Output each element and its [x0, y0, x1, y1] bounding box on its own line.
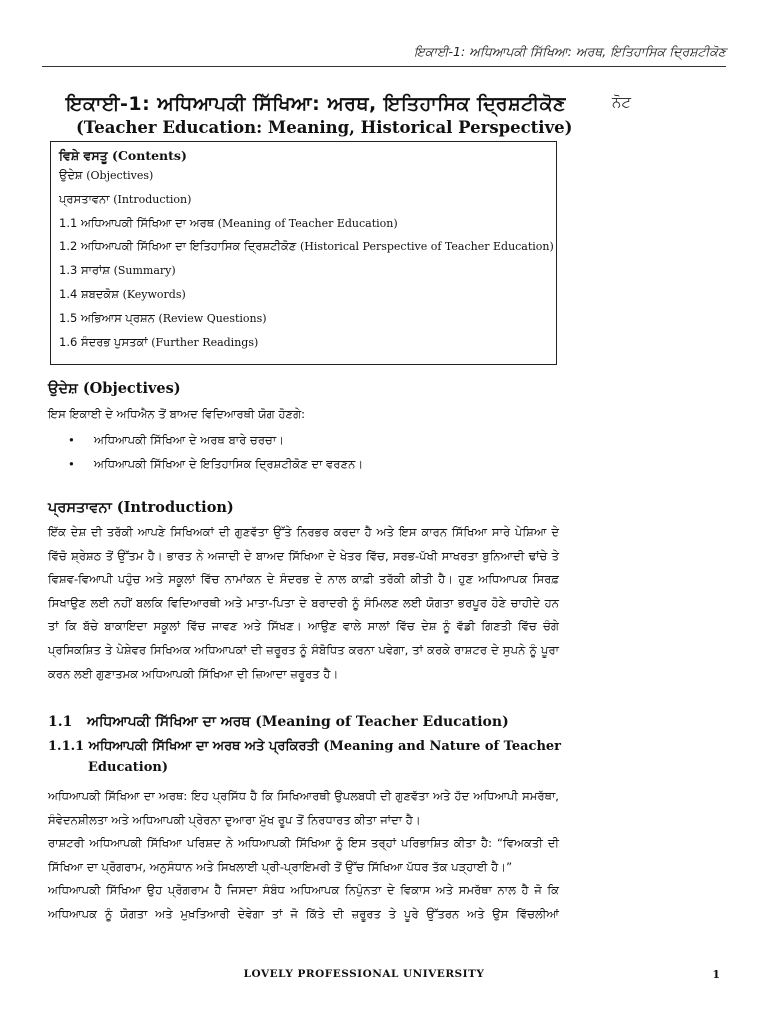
section-1-1-1-paragraph	[48, 785, 559, 927]
contents-item-english: (Historical Perspective of Teacher Education)	[299, 240, 554, 254]
paragraph-line: ਪ੍ਰਸਿਕਸ਼ਿਤ ਤੇ ਪੇਸ਼ੇਵਰ ਸਿਖਿਅਕ ਅਧਿਆਪਕਾਂ ਦੀ ਜ਼ਰੂਰਤ ਨੂੰ ਸੰਬੋਧਿਤ ਕਰਨਾ ਪਵੇਗਾ, ਤਾਂ ਕਰਕੇ ਰਾਸ਼ਟਰ ਦੇ ਸੁਪਨੇ ਨੂੰ ਪੂਰਾ	[48, 642, 559, 657]
contents-item	[59, 259, 548, 283]
contents-item-punjabi: 1.4 ਸ਼ਬਦਕੋਸ਼	[59, 286, 119, 301]
paragraph-line: ਸਿਖਾਉਣ ਲਈ ਨਹੀਂ ਬਲਕਿ ਵਿਦਿਆਰਥੀ ਅਤੇ ਮਾਤਾ-ਪਿਤਾ ਦੇ ਬਰਾਦਰੀ ਨੂੰ ਸੰਮਿਲਣ ਲਈ ਯੋਗਤਾ ਭਰਪੂਰ ਹੋਣੇ ਚਾਹੀਦੇ ਹਨ	[48, 595, 559, 610]
contents-item-english: (Objectives)	[86, 169, 154, 182]
section-number: 1.1	[48, 714, 73, 730]
contents-item	[59, 331, 548, 355]
paragraph-line: ਇੱਕ ਦੇਸ਼ ਦੀ ਤਰੱਕੀ ਆਪਣੇ ਸਿਖਿਅਕਾਂ ਦੀ ਗੁਣਵੱਤਾ ਉੱਤੇ ਨਿਰਭਰ ਕਰਦਾ ਹੈ ਅਤੇ ਇਸ ਕਾਰਨ ਸਿੱਖਿਆ ਸਾਰੇ ਪੇਸ਼ਿਆ ਦੇ	[48, 525, 559, 539]
objectives-intro	[48, 403, 559, 427]
contents-item-punjabi: 1.5 ਅਭਿਆਸ ਪ੍ਰਸ਼ਨ	[59, 310, 155, 325]
section-1-1-1-heading	[48, 739, 562, 775]
paragraph-line: ਅਧਿਆਪਕੀ ਸਿੱਖਿਆ ਉਹ ਪ੍ਰੋਗਰਾਮ ਹੈ ਜਿਸਦਾ ਸੰਬੰਧ ਅਧਿਆਪਕ ਨਿਪੁੰਨਤਾ ਦੇ ਵਿਕਾਸ ਅਤੇ ਸਮਰੱਥਾ ਨਾਲ ਹੈ ਜੋ ਕਿ	[48, 883, 559, 898]
contents-item-punjabi: 1.1 ਅਧਿਆਪਕੀ ਸਿੱਖਿਆ ਦਾ ਅਰਥ	[59, 215, 215, 230]
objectives-heading	[48, 380, 181, 397]
contents-item	[59, 164, 548, 188]
introduction-heading-punjabi: ਪ੍ਰਸਤਾਵਨਾ	[48, 500, 112, 516]
contents-item	[59, 188, 548, 212]
paragraph-line: ਵਿੱਚੋ ਸ਼੍ਰੇਸ਼ਠ ਤੋਂ ਉੱਤਮ ਹੈ। ਭਾਰਤ ਨੇ ਅਜਾਦੀ ਦੇ ਬਾਅਦ ਸਿੱਖਿਆ ਦੇ ਖੇਤਰ ਵਿੱਚ, ਸਰਭ-ਪੱਖੀ ਸਾਖਰਤਾ ਬੁਨਿਆਦੀ ਢਾਂਚੇ ਤੇ	[48, 548, 559, 563]
objectives-heading-punjabi: ਉਦੇਸ਼	[48, 381, 78, 397]
contents-item-english: (Further Readings)	[151, 335, 259, 349]
contents-item-punjabi: 1.6 ਸੰਦਰਭ ਪੁਸਤਕਾਂ	[59, 334, 148, 349]
margin-note-label: ਨੋਟ	[612, 93, 631, 111]
contents-box	[50, 141, 557, 365]
objectives-list	[68, 428, 363, 476]
paragraph-line: ਤਾਂ ਕਿ ਬੱਚੇ ਬਾਕਾਇਦਾ ਸਕੂਲਾਂ ਵਿੱਚ ਜਾਵਣ ਅਤੇ ਸਿੱਖਣ। ਆਉਣ ਵਾਲੇ ਸਾਲਾਂ ਵਿੱਚ ਦੇਸ਼ ਨੂੰ ਵੱਡੀ ਗਿਣਤੀ ਵਿੱਚ ਚੰਗੇ	[48, 619, 559, 634]
contents-item-english: (Introduction)	[113, 192, 192, 206]
contents-item-english: (Meaning of Teacher Education)	[217, 216, 398, 230]
paragraph-line: ਅਧਿਆਪਕ ਨੂੰ ਯੋਗਤਾ ਅਤੇ ਮੁਖ਼ਤਿਆਰੀ ਦੇਵੇਗਾ ਤਾਂ ਜੋ ਕਿੱਤੇ ਦੀ ਜ਼ਰੂਰਤ ਤੇ ਪੂਰੇ ਉੱਤਰਨ ਅਤੇ ਉਸ ਵਿੱਚਲੀਆਂ	[48, 906, 559, 921]
header-rule	[42, 66, 726, 67]
contents-item-punjabi: 1.2 ਅਧਿਆਪਕੀ ਸਿੱਖਿਆ ਦਾ ਇਤਿਹਾਸਿਕ ਦ੍ਰਿਸ਼ਟੀਕੋਣ	[59, 239, 297, 254]
contents-item-punjabi: 1.3 ਸਾਰਾਂਸ਼	[59, 263, 110, 278]
footer-university: LOVELY PROFESSIONAL UNIVERSITY	[243, 968, 485, 980]
paragraph-line: ਵਿਸ਼ਵ-ਵਿਆਪੀ ਪਹੁੰਚ ਅਤੇ ਸਕੂਲਾਂ ਵਿੱਚ ਨਾਮਾਂਕਨ ਦੇ ਸੰਦਰਭ ਦੇ ਨਾਲ ਕਾਫ਼ੀ ਤਰੱਕੀ ਕੀਤੀ ਹੈ। ਹੁਣ ਅਧਿਆਪਕ ਸਿਰਫ਼	[48, 572, 559, 587]
objectives-heading-english: (Objectives)	[82, 380, 181, 397]
paragraph-line: ਸੰਵੇਦਨਸ਼ੀਲਤਾ ਅਤੇ ਅਧਿਆਪਕੀ ਪ੍ਰੇਰਨਾ ਦੁਆਰਾ ਮੁੱਖ ਰੂਪ ਤੋਂ ਨਿਰਧਾਰਤ ਕੀਤਾ ਜਾਂਦਾ ਹੈ।	[48, 812, 421, 827]
section-1-1-heading	[48, 714, 559, 730]
introduction-heading	[48, 499, 234, 516]
section-heading-english-continued: Education)	[88, 760, 169, 775]
introduction-paragraph	[48, 521, 559, 686]
contents-item-punjabi: ਪ੍ਰਸਤਾਵਨਾ	[59, 191, 110, 206]
contents-item	[59, 235, 554, 259]
paragraph-line: ਰਾਸ਼ਟਰੀ ਅਧਿਆਪਕੀ ਸਿੱਖਿਆ ਪਰਿਸ਼ਦ ਨੇ ਅਧਿਆਪਕੀ ਸਿੱਖਿਆ ਨੂੰ ਇਸ ਤਰ੍ਹਾਂ ਪਰਿਭਾਸ਼ਿਤ ਕੀਤਾ ਹੈ: “ਵਿਅਕਤੀ ਦੀ	[48, 836, 559, 851]
contents-item-english: (Summary)	[113, 264, 176, 278]
contents-item-english: (Review Questions)	[158, 311, 267, 325]
running-header: ਇਕਾਈ-1: ਅਧਿਆਪਕੀ ਸਿੱਖਿਆ: ਅਰਥ, ਇਤਿਹਾਸਿਕ ਦ੍ਰਿਸ਼ਟੀਕੋਣ	[413, 44, 726, 59]
section-heading-english: (Meaning of Teacher Education)	[255, 714, 509, 730]
contents-item-english: (Keywords)	[122, 287, 186, 301]
unit-title-english: (Teacher Education: Meaning, Historical Perspective)	[76, 118, 573, 137]
section-number: 1.1.1	[48, 739, 85, 754]
contents-heading-english: (Contents)	[112, 148, 187, 163]
unit-title-punjabi: ਇਕਾਈ-1: ਅਧਿਆਪਕੀ ਸਿੱਖਿਆ: ਅਰਥ, ਇਤਿਹਾਸਿਕ ਦ੍ਰਿਸ਼ਟੀਕੋਣ	[66, 93, 566, 115]
contents-heading-punjabi: ਵਿਸ਼ੇ ਵਸਤੂ	[59, 148, 108, 163]
contents-item	[59, 283, 548, 307]
section-heading-punjabi: ਅਧਿਆਪਕੀ ਸਿੱਖਿਆ ਦਾ ਅਰਥ ਅਤੇ ਪ੍ਰਕਿਰਤੀ	[88, 739, 319, 754]
contents-item-punjabi: ਉਦੇਸ਼	[59, 168, 83, 182]
paragraph-line: ਕਰਨ ਲਈ ਗੁਣਾਤਮਕ ਅਧਿਆਪਕੀ ਸਿੱਖਿਆ ਦੀ ਜ਼ਿਆਦਾ ਜ਼ਰੂਰਤ ਹੈ।	[48, 666, 339, 681]
contents-heading	[59, 148, 548, 164]
introduction-heading-english: (Introduction)	[116, 499, 234, 516]
contents-item	[59, 307, 548, 331]
contents-item	[59, 212, 548, 236]
paragraph-line: ਅਧਿਆਪਕੀ ਸਿੱਖਿਆ ਦਾ ਅਰਥ: ਇਹ ਪ੍ਰਸਿੱਧ ਹੈ ਕਿ ਸਿਖਿਆਰਥੀ ਉਪਲਬਧੀ ਦੀ ਗੁਣਵੱਤਾ ਅਤੇ ਹੱਦ ਅਧਿਆਪੀ ਸਮਰੱਥਾ,	[48, 789, 559, 803]
page-number: 1	[712, 968, 720, 981]
list-item: • ਅਧਿਆਪਕੀ ਸਿੱਖਿਆ ਦੇ ਅਰਥ ਬਾਰੇ ਚਰਚਾ।	[68, 428, 363, 452]
paragraph-line: ਸਿੱਖਿਆ ਦਾ ਪ੍ਰੋਗਰਾਮ, ਅਨੁਸੰਧਾਨ ਅਤੇ ਸਿਖਲਾਈ ਪ੍ਰੀ-ਪ੍ਰਾਇਮਰੀ ਤੋਂ ਉੱਚ ਸਿੱਖਿਆ ਪੱਧਰ ਤੱਕ ਪੜ੍ਹਾਈ ਹੈ।”	[48, 859, 513, 874]
section-heading-punjabi: ਅਧਿਆਪਕੀ ਸਿੱਖਿਆ ਦਾ ਅਰਥ	[86, 714, 251, 730]
objectives-intro-text: ਇਸ ਇਕਾਈ ਦੇ ਅਧਿਐਨ ਤੋਂ ਬਾਅਦ ਵਿਦਿਆਰਥੀ ਯੋਗ ਹੋਣਗੇ:	[48, 407, 306, 421]
section-heading-english: (Meaning and Nature of Teacher	[323, 739, 562, 754]
list-item: • ਅਧਿਆਪਕੀ ਸਿੱਖਿਆ ਦੇ ਇਤਿਹਾਸਿਕ ਦ੍ਰਿਸ਼ਟੀਕੋਣ ਦਾ ਵਰਣਨ।	[68, 452, 363, 476]
